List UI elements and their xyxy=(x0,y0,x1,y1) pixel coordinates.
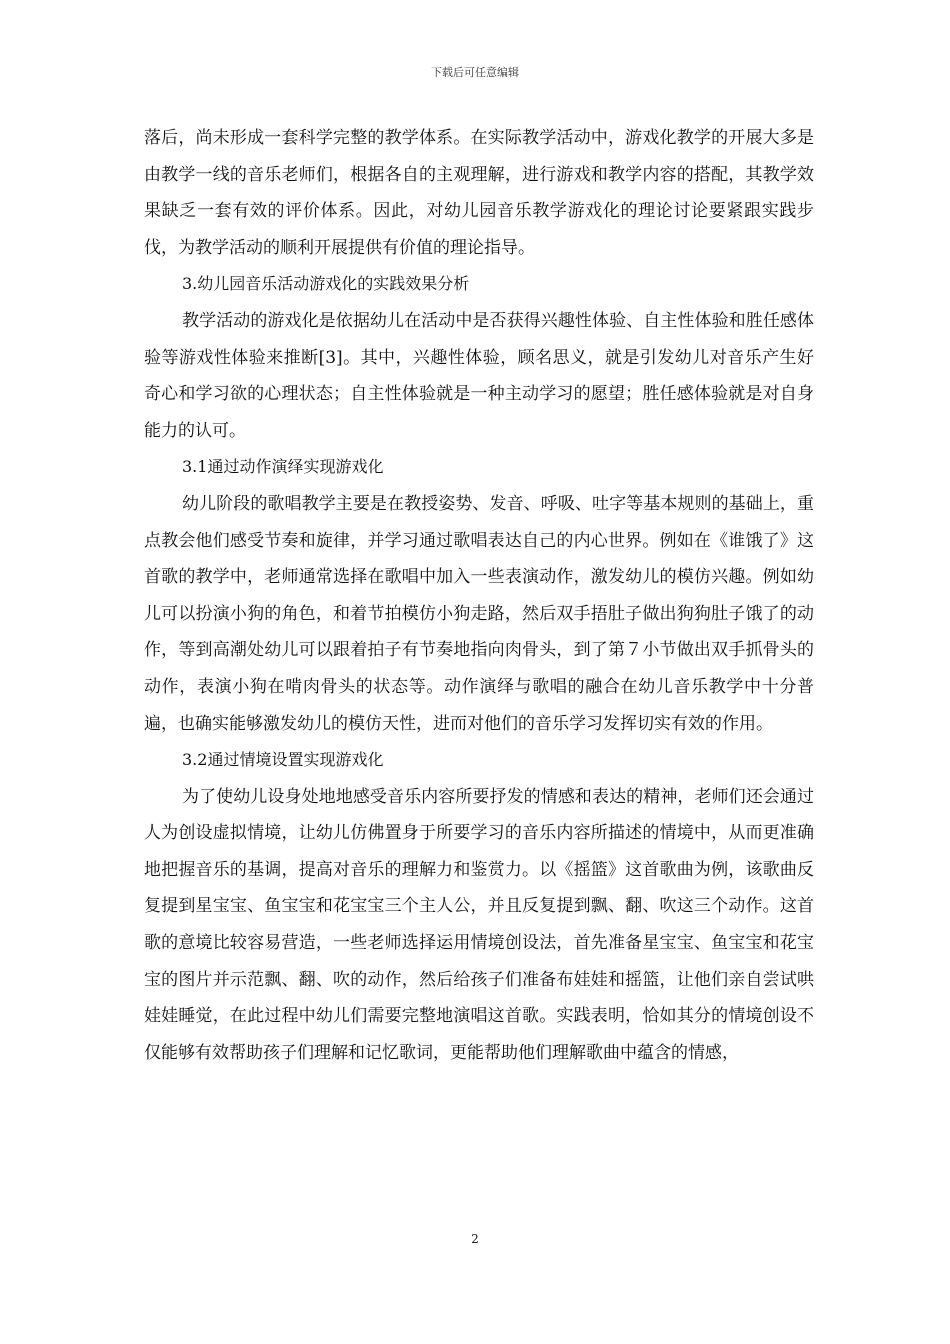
paragraph-section-3-intro: 教学活动的游戏化是依据幼儿在活动中是否获得兴趣性体验、自主性体验和胜任感体验等游戏性体验来推断[3]。其中，兴趣性体验，顾名思义，就是引发幼儿对音乐产生好奇心和学习欲的心理状态；自主性体验就是一种主动学习的愿望；胜任感体验就是对自身能力的认可。 xyxy=(144,310,814,441)
section-heading-3: 3.幼儿园音乐活动游戏化的实践效果分析 xyxy=(182,274,470,294)
page-number: 2 xyxy=(471,1232,479,1246)
document-body xyxy=(144,120,814,1071)
section-heading-3-1: 3.1通过动作演绎实现游戏化 xyxy=(182,457,384,477)
page-header: 下载后可任意编辑 xyxy=(431,66,519,79)
section-heading-3-2: 3.2通过情境设置实现游戏化 xyxy=(182,750,384,770)
paragraph-continuation: 落后，尚未形成一套科学完整的教学体系。在实际教学活动中，游戏化教学的开展大多是由教学一线的音乐老师们，根据各自的主观理解，进行游戏和教学内容的搭配，其教学效果缺乏一套有效的评价体系。因此，对幼儿园音乐教学游戏化的理论讨论要紧跟实践步伐，为教学活动的顺利开展提供有价值的理论指导。 xyxy=(144,128,814,258)
paragraph-section-3-1: 幼儿阶段的歌唱教学主要是在教授姿势、发音、呼吸、吐字等基本规则的基础上，重点教会他们感受节奏和旋律，并学习通过歌唱表达自己的内心世界。例如在《谁饿了》这首歌的教学中，老师通常选择在歌唱中加入一些表演动作，激发幼儿的模仿兴趣。例如幼儿可以扮演小狗的角色，和着节拍模仿小狗走路，然后双手捂肚子做出狗狗肚子饿了的动作，等到高潮处幼儿可以跟着拍子有节奏地指向肉骨头，到了第７小节做出双手抓骨头的动作，表演小狗在啃肉骨头的状态等。动作演绎与歌唱的融合在幼儿音乐教学中十分普遍，也确实能够激发幼儿的模仿天性，进而对他们的音乐学习发挥切实有效的作用。 xyxy=(144,493,814,734)
paragraph-section-3-2: 为了使幼儿设身处地地感受音乐内容所要抒发的情感和表达的精神，老师们还会通过人为创设虚拟情境，让幼儿仿佛置身于所要学习的音乐内容所描述的情境中，从而更准确地把握音乐的基调，提高对音乐的理解力和鉴赏力。以《摇篮》这首歌曲为例，该歌曲反复提到星宝宝、鱼宝宝和花宝宝三个主人公，并且反复提到飘、翻、吹这三个动作。这首歌的意境比较容易营造，一些老师选择运用情境创设法，首先准备星宝宝、鱼宝宝和花宝宝的图片并示范飘、翻、吹的动作，然后给孩子们准备布娃娃和摇篮，让他们亲自尝试哄娃娃睡觉，在此过程中幼儿们需要完整地演唱这首歌。实践表明，恰如其分的情境创设不仅能够有效帮助孩子们理解和记忆歌词，更能帮助他们理解歌曲中蕴含的情感， xyxy=(144,786,814,1063)
